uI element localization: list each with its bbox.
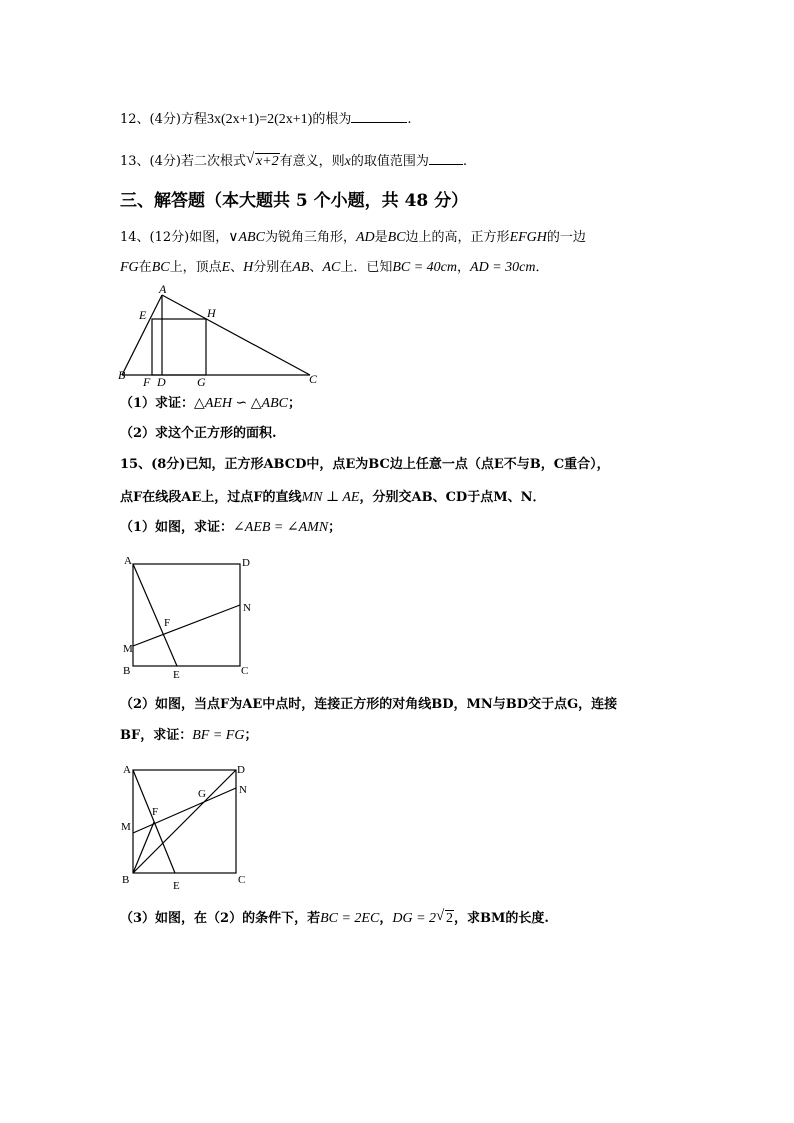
label-B: B bbox=[123, 665, 131, 677]
q15-part-1 bbox=[120, 518, 341, 538]
label-C: C bbox=[241, 665, 249, 677]
q14-text: 是 bbox=[374, 230, 388, 245]
label-A: A bbox=[159, 282, 167, 296]
q14-math: AD = 30cm bbox=[470, 260, 536, 275]
q15-part-3-math: DG = 2 bbox=[392, 911, 437, 926]
label-D: D bbox=[237, 764, 245, 776]
q15-part-2-line-1: （2）如图，当点F为AE中点时，连接正方形的对角线BD，MN与BD交于点G，连接 bbox=[120, 697, 618, 712]
q14-math: BC bbox=[387, 230, 406, 245]
q14-text: 在 bbox=[138, 260, 152, 275]
label-E: E bbox=[139, 308, 147, 322]
label-A: A bbox=[124, 555, 132, 567]
radical-sign-icon: √ bbox=[436, 908, 445, 924]
q12-text-2: 的根为 bbox=[312, 112, 352, 127]
label-D: D bbox=[157, 375, 166, 388]
q12-equation: 3x(2x+1)=2(2x+1) bbox=[206, 112, 313, 127]
q15-part-3-text: ， bbox=[379, 911, 393, 926]
q15-part-3-radicand: 2 bbox=[446, 911, 454, 926]
label-B: B bbox=[122, 874, 130, 886]
q15-part-3-text: ，求BM的长度. bbox=[454, 911, 549, 926]
q14-text: 上，顶点 bbox=[169, 260, 222, 275]
triangle-figure bbox=[112, 282, 327, 388]
q15-math: MN ⊥ AE bbox=[301, 490, 360, 505]
label-N: N bbox=[239, 784, 247, 796]
q15-part-3-text: （3）如图，在（2）的条件下，若 bbox=[120, 911, 321, 926]
sqrt-expression bbox=[436, 909, 454, 929]
question-14-line-1 bbox=[120, 228, 586, 248]
q14-math: AC bbox=[322, 260, 341, 275]
q14-text: 、 bbox=[309, 260, 323, 275]
q13-text: 若二次根式 bbox=[180, 154, 246, 169]
label-M: M bbox=[123, 643, 133, 655]
q12-end: . bbox=[407, 112, 412, 127]
q14-text: 为锐角三角形， bbox=[264, 230, 356, 245]
q14-math: BC bbox=[151, 260, 170, 275]
q14-text: 的一边 bbox=[546, 230, 586, 245]
label-B: B bbox=[118, 368, 126, 382]
label-D: D bbox=[242, 557, 250, 569]
answer-blank bbox=[429, 150, 463, 165]
q13-radicand: x+2 bbox=[255, 154, 279, 169]
label-F: F bbox=[152, 806, 159, 818]
label-H: H bbox=[207, 306, 216, 320]
q15-part-3-math: BC = 2EC bbox=[320, 911, 380, 926]
label-E: E bbox=[173, 669, 180, 681]
q14-text: 分别在 bbox=[253, 260, 293, 275]
radical-sign-icon: √ bbox=[245, 151, 255, 167]
q14-math: E bbox=[221, 260, 231, 275]
q15-part-3 bbox=[120, 909, 549, 929]
square-figure-1 bbox=[118, 550, 258, 682]
label-E: E bbox=[173, 880, 180, 890]
q15-part-2-end: ； bbox=[244, 728, 258, 743]
label-A: A bbox=[123, 764, 131, 776]
q15-part-1-end: ； bbox=[328, 520, 342, 535]
q14-math: H bbox=[243, 260, 254, 275]
label-M: M bbox=[121, 821, 131, 833]
question-15-line-1: 15、(8分)已知，正方形ABCD中，点E为BC边上任意一点（点E不与B，C重合）， bbox=[120, 457, 610, 472]
answer-blank bbox=[351, 108, 407, 123]
q14-math: BC = 40cm bbox=[392, 260, 458, 275]
question-12 bbox=[120, 108, 411, 130]
q15-part-1-math: ∠AEB = ∠AMN bbox=[233, 520, 329, 535]
label-C: C bbox=[238, 874, 246, 886]
label-C: C bbox=[309, 372, 318, 386]
q14-text: 上．已知 bbox=[340, 260, 393, 275]
q13-text-3: 的取值范围为 bbox=[350, 154, 429, 169]
q14-text: 边上的高，正方形 bbox=[405, 230, 510, 245]
q14-text: ， bbox=[457, 260, 471, 275]
q13-number: 13、(4分) bbox=[120, 154, 181, 169]
section-heading: 三、解答题（本大题共 5 个小题，共 48 分） bbox=[120, 191, 469, 211]
q15-part-1-label: （1）如图，求证： bbox=[120, 520, 234, 535]
question-15-line-2 bbox=[120, 488, 545, 508]
q14-text: 、 bbox=[230, 260, 244, 275]
square-figure-2 bbox=[118, 756, 258, 890]
q13-text-2: 有意义，则 bbox=[279, 154, 345, 169]
q15-part-2-text: BF，求证： bbox=[120, 728, 193, 743]
q14-part-1-label: （1）求证： bbox=[120, 396, 195, 411]
q14-part-2: （2）求这个正方形的面积. bbox=[120, 426, 277, 441]
q14-text: ． bbox=[535, 260, 549, 275]
q14-text: 如图， bbox=[189, 230, 229, 245]
q14-math: ∨ABC bbox=[228, 230, 265, 245]
label-G: G bbox=[198, 788, 206, 800]
label-G: G bbox=[197, 375, 206, 388]
q13-var: x bbox=[344, 154, 351, 169]
label-F: F bbox=[143, 375, 151, 388]
q13-end: . bbox=[462, 154, 468, 169]
label-N: N bbox=[243, 602, 251, 614]
q14-part-1-end: ； bbox=[287, 396, 301, 411]
q15-text: 点F在线段AE上，过点F的直线 bbox=[120, 490, 302, 505]
q15-part-2-line-2 bbox=[120, 726, 257, 746]
q14-part-1 bbox=[120, 394, 301, 414]
q14-math: FG bbox=[120, 260, 139, 275]
q15-part-2-math: BF = FG bbox=[192, 728, 245, 743]
q14-math: EFGH bbox=[509, 230, 547, 245]
q12-number: 12、(4分) bbox=[120, 112, 181, 127]
question-14-line-2 bbox=[120, 258, 548, 278]
q15-text: ，分别交AB、CD于点M、N． bbox=[359, 490, 546, 505]
question-13 bbox=[120, 150, 467, 172]
q14-part-1-math: △AEH ∽ △ABC bbox=[194, 396, 288, 411]
label-F: F bbox=[164, 617, 171, 629]
q14-math: AB bbox=[292, 260, 310, 275]
q14-number: 14、(12分) bbox=[120, 230, 190, 245]
q12-text: 方程 bbox=[180, 112, 207, 127]
sqrt-expression bbox=[246, 152, 280, 172]
q14-math: AD bbox=[355, 230, 375, 245]
